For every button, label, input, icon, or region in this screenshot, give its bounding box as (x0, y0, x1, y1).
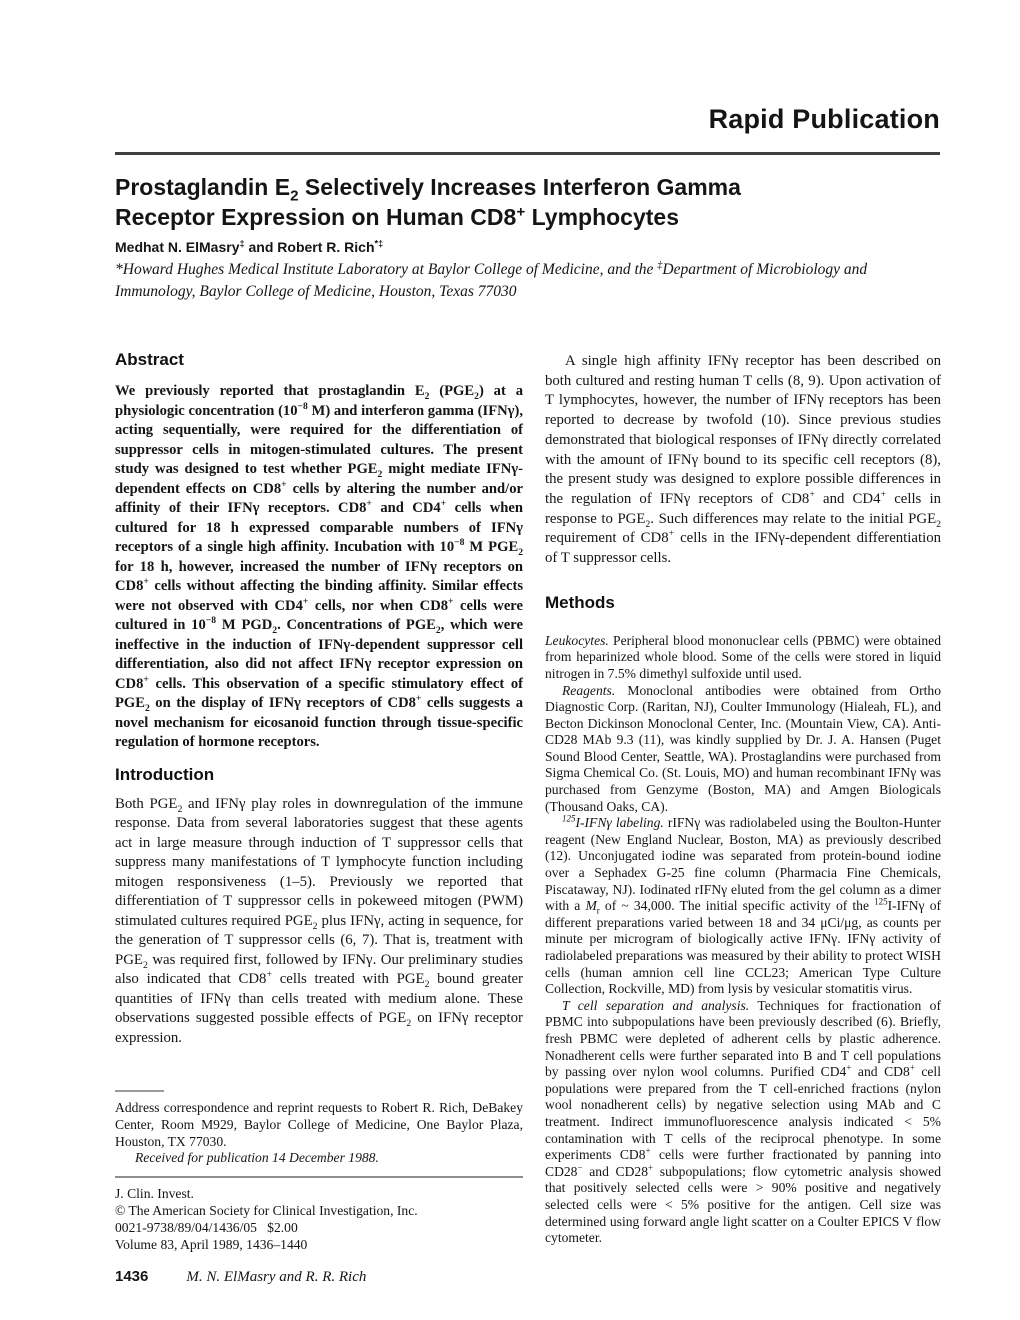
journal-info-rule (115, 1176, 523, 1178)
methods-paragraph-tcell-separation: T cell separation and analysis. Techniques for fractionation of PBMC into subpopulations have been previously described (6). Briefly, fresh PBMC were depleted of adherent cells by plastic adherence. Nonadherent cells were further separated into B and T cell populations by passing over nylon wool columns. Purified CD4+ and CD8+ cell populations were prepared from the T cell-enriched fractions (nylon wool nonadherent cells) by negative selection using MAb and C treatment. Indirect immunofluorescence analysis indicated < 5% contamination with T cells of the reciprocal phenotype. In some experiments CD8+ cells were further fractionated by panning into CD28− and CD28+ subpopulations; flow cytometric analysis showed that positively selected cells were > 90% positive and negatively selected cells were < 5% positive for the antigen. Cell size was determined using forward angle light scatter on a Coulter EPICS V flow cytometer. (545, 997, 941, 1246)
footnote-separator (115, 1090, 164, 1092)
introduction-heading: Introduction (115, 764, 215, 784)
journal-copyright: © The American Society for Clinical Investigation, Inc. (115, 1202, 418, 1218)
correspondence-note: Address correspondence and reprint requests to Robert R. Rich, DeBakey Center, Room M929, Baylor College of Medicine, One Baylor Plaza, Houston, TX 77030. (115, 1100, 523, 1149)
footnote-block (115, 1090, 523, 1253)
page-number: 1436 (115, 1268, 149, 1285)
article-title (115, 172, 835, 232)
methods-paragraph-reagents: Reagents. Monoclonal antibodies were obtained from Ortho Diagnostic Corp. (Raritan, NJ), Coulter Immunology (Hialeah, FL), and Becton Dickinson Monoclonal Center, Inc. (Mountain View, CA). Anti-CD28 MAb 9.3 (11), was kindly supplied by Dr. J. A. Hansen (Puget Sound Blood Center, Seattle, WA). Prostaglandins were purchased from Sigma Chemical Co. (St. Louis, MO) and human recombinant IFNγ was purchased from Genzyme (Boston, MA) and Amgen Biologicals (Thousand Oaks, CA). (545, 682, 941, 814)
journal-name: J. Clin. Invest. (115, 1186, 194, 1202)
methods-paragraph-labeling: $^{125}$I-IFNγ labeling. rIFNγ was radiolabeled using the Boulton-Hunter reagent (New England Nuclear, Boston, MA) as previously described (12). Unconjugated iodine was separated from protein-bound iodine over a Sephadex G-25 fine column (Pharmacia Fine Chemicals, Piscataway, NJ). Iodinated rIFNγ eluted from the gel column as a dimer with a $M_r$ of ~ 34,000. The initial specific activity of the $^{125}$I-IFNγ of different preparations varied between 18 and 34 μCi/μg, as counts per minute per microgram of biologically active IFNγ. IFNγ activity of radiolabeled preparations was measured by their ability to protect WISH cells (human amnion cell line CCL23; American Type Culture Collection, Rockville, MD) from lysis by vesicular stomatitis virus. (545, 813, 942, 997)
methods-paragraph-leukocytes: Leukocytes. Peripheral blood mononuclear cells (PBMC) were obtained from heparinized whole blood. Some of the cells were stored in liquid nitrogen in 7.5% dimethyl sulfoxide until used. (545, 632, 941, 681)
running-title: M. N. ElMasry and R. R. Rich (186, 1269, 367, 1285)
author-line: Medhat N. ElMasry‡ and Robert R. Rich*‡ (115, 238, 384, 255)
methods-section (545, 633, 941, 1247)
masthead-label: Rapid Publication (708, 104, 940, 134)
introduction-paragraph: Both $PGE_2$ and IFNγ play roles in downregulation of the immune response. Data from several laboratories suggest that these agents act in large measure through induction of T suppressor cells that suppress many manifestations of T lymphocyte function including mitogen responsiveness (1–5). Previously we reported that differentiation of T suppressor cells in pokeweed mitogen (PWM) stimulated cultures required $PGE_2$ plus IFNγ, acting in sequence, for the generation of T suppressor cells (6, 7). That is, treatment with $PGE_2$ was required first, followed by IFNγ. Our preliminary studies also indicated that CD8+ cells treated with $PGE_2$ bound greater quantities of IFNγ than cells treated with medium alone. These observations suggested possible effects of $PGE_2$ on IFNγ receptor expression. (115, 795, 523, 1046)
column-right (545, 352, 941, 1247)
page-footer (115, 1268, 366, 1286)
journal-info (115, 1186, 523, 1253)
journal-issn-price: 0021-9738/89/04/1436/05 $2.00 (115, 1219, 298, 1235)
article-title-line-1: Prostaglandin $E_2$ Selectively Increases Interferon Gamma (115, 174, 741, 205)
masthead-rule (115, 152, 940, 155)
introduction-continued-paragraph: A single high affinity IFNγ receptor has been described on both cultured and resting human T cells (8, 9). Upon activation of T lymphocytes, however, the number of IFNγ receptors has been reported to decrease by twofold (10). Since previous studies demonstrated that biological responses of IFNγ directly correlated with the amount of IFNγ bound to its specific cell receptors (8), the present study was designed to explore possible differences in the regulation of IFNγ receptors of CD8+ and CD4+ cells in response to $PGE_2$. Such differences may relate to the initial $PGE_2$ requirement of CD8+ cells in the IFNγ-dependent differentiation of T suppressor cells. (545, 353, 941, 567)
abstract-paragraph: We previously reported that prostaglandin $E_2$ $(PGE_2)$ at a physiologic concentration ($10^{-8}$ M) and interferon gamma (IFNγ), acting sequentially, were required for the differentiation of suppressor cells in mitogen-stimulated cultures. The present study was designed to test whether $PGE_2$ might mediate IFNγ-dependent effects on CD8+ cells by altering the number and/or affinity of their IFNγ receptors. CD8+ and CD4+ cells when cultured for 18 h expressed comparable numbers of IFNγ receptors of a single high affinity. Incubation with $10^{-8}$ M $PGE_2$ for 18 h, however, increased the number of IFNγ receptors on CD8+ cells without affecting the binding affinity. Similar effects were not observed with CD4+ cells, nor when CD8+ cells were cultured in $10^{-8}$ M $PGD_2$. Concentrations of $PGE_2$, which were ineffective in the induction of IFNγ-dependent suppressor cell differentiation, also did not affect IFNγ receptor expression on CD8+ cells. This observation of a specific stimulatory effect of $PGE_2$ on the display of IFNγ receptors of CD8+ cells suggests a novel mechanism for eicosanoid function through tissue-specific regulation of hormone receptors. (115, 383, 523, 750)
affiliation-line: *Howard Hughes Medical Institute Laboratory at Baylor College of Medicine, and the ‡Department of Microbiology and Immunology, Baylor College of Medicine, Houston, Texas 77030 (115, 259, 868, 300)
abstract-heading: Abstract (115, 350, 184, 369)
methods-heading: Methods (545, 592, 615, 612)
journal-volume: Volume 83, April 1989, 1436–1440 (115, 1236, 308, 1252)
article-title-line-2: Receptor Expression on Human CD8+ Lymphocytes (115, 203, 679, 230)
received-date-note: Received for publication 14 December 1988. (135, 1150, 379, 1166)
column-left (115, 350, 523, 1048)
